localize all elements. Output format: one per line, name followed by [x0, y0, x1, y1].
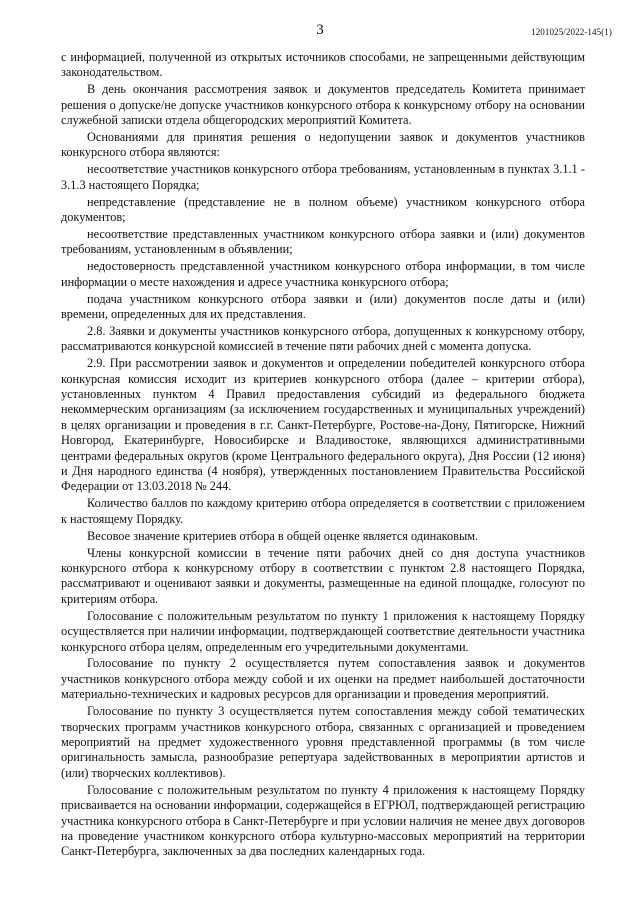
- list-item-noncompliance: несоответствие участников конкурсного отбора требованиям, установленным в пунктах 3.1.1 - 3.1.3 настоящего Порядка;: [61, 162, 585, 192]
- paragraph-continuation: с информацией, полученной из открытых источников способами, не запрещенными действующим законодательством.: [61, 50, 585, 80]
- paragraph-rejection-grounds: Основаниями для принятия решения о недопущении заявок и документов участников конкурсного отбора являются:: [61, 130, 585, 160]
- paragraph-commission-review: Члены конкурсной комиссии в течение пяти рабочих дней со дня доступа участников конкурсного отбора к конкурсному отбору в соответствии с пунктом 2.8 настоящего Порядка, рассматривают и оценивают заявки и документы, размещенные на единой площадке, голосуют по критериям отбора.: [61, 545, 585, 606]
- paragraph-vote-criterion-1: Голосование с положительным результатом по пункту 1 приложения к настоящему Порядку осуществляется при наличии информации, подтверждающей соответствие деятельности участника конкурсного отбора целям, определенным его учредительными документами.: [61, 608, 585, 654]
- paragraph-vote-criterion-3: Голосование по пункту 3 осуществляется путем сопоставления между собой тематических творческих программ участников конкурсного отбора, связанных с организацией и проведением мероприятий на предмет художественного уровня представленной программы (в том числе оригинальность замысла, разнообразие репертуара задействованных в мероприятии артистов и (или) творческих коллективов).: [61, 704, 585, 780]
- paragraph-vote-criterion-4: Голосование с положительным результатом по пункту 4 приложения к настоящему Порядку присваивается на основании информации, содержащейся в ЕГРЮЛ, подтверждающей регистрацию участника конкурсного отбора в Санкт-Петербурге и при условии наличия не менее двух договоров на проведение участником конкурсного отбора культурно-массовых мероприятий на территории Санкт-Петербурга, заключенных за два последних календарных года.: [61, 782, 585, 859]
- paragraph-scoring: Количество баллов по каждому критерию отбора определяется в соответствии с приложением к настоящему Порядку.: [61, 496, 585, 526]
- paragraph-2-8: 2.8. Заявки и документы участников конкурсного отбора, допущенных к конкурсному отбору, рассматриваются конкурсной комиссией в течение пяти рабочих дней с момента допуска.: [61, 323, 585, 354]
- paragraph-admission-decision: В день окончания рассмотрения заявок и документов председатель Комитета принимает решения о допуске/не допуске участников конкурсного отбора к конкурсному отбору на основании служебной записки отдела общегородских мероприятий Комитета.: [61, 82, 585, 128]
- list-item-false-info: недостоверность представленной участником конкурсного отбора информации, в том числе информации о месте нахождения и адресе участника конкурсного отбора;: [61, 259, 585, 289]
- paragraph-2-9: 2.9. При рассмотрении заявок и документов и определении победителей конкурсного отбора конкурсная комиссия исходит из критериев конкурсного отбора (далее – критерии отбора), установленных пунктом 4 Правил предоставления субсидий из федерального бюджета некоммерческим организациям (за исключением государственных и муниципальных учреждений) в целях организации и проведения в г.г. Санкт-Петербурге, Ростове-на-Дону, Пятигорске, Нижний Новгород, Екатеринбурге, Новосибирске и Владивостоке, являющихся административными центрами федеральных округов (кроме Центрального федерального округа), Дня России (12 июня) и Дня народного единства (4 ноября), утвержденных постановлением Правительства Российской Федерации от 13.03.2018 № 244.: [61, 356, 585, 494]
- page-number: 3: [316, 22, 324, 38]
- list-item-incomplete-docs: непредставление (представление не в полном объеме) участником конкурсного отбора документов;: [61, 194, 585, 225]
- document-body: [61, 50, 585, 861]
- document-reference-number: 1201025/2022-145(1): [531, 27, 612, 37]
- paragraph-weights: Весовое значение критериев отбора в общей оценке является одинаковым.: [87, 528, 479, 543]
- paragraph-vote-criterion-2: Голосование по пункту 2 осуществляется путем сопоставления заявок и документов участников конкурсного отбора между собой и их оценки на предмет наибольшей достаточности материально-технических и кадровых ресурсов для организации и проведения мероприятий.: [61, 656, 585, 702]
- list-item-late-submission: подача участником конкурсного отбора заявки и (или) документов после даты и (или) времени, определенных для их представления.: [61, 291, 585, 321]
- list-item-docs-mismatch: несоответствие представленных участником конкурсного отбора заявки и (или) документов требованиям, установленным в объявлении;: [61, 226, 585, 257]
